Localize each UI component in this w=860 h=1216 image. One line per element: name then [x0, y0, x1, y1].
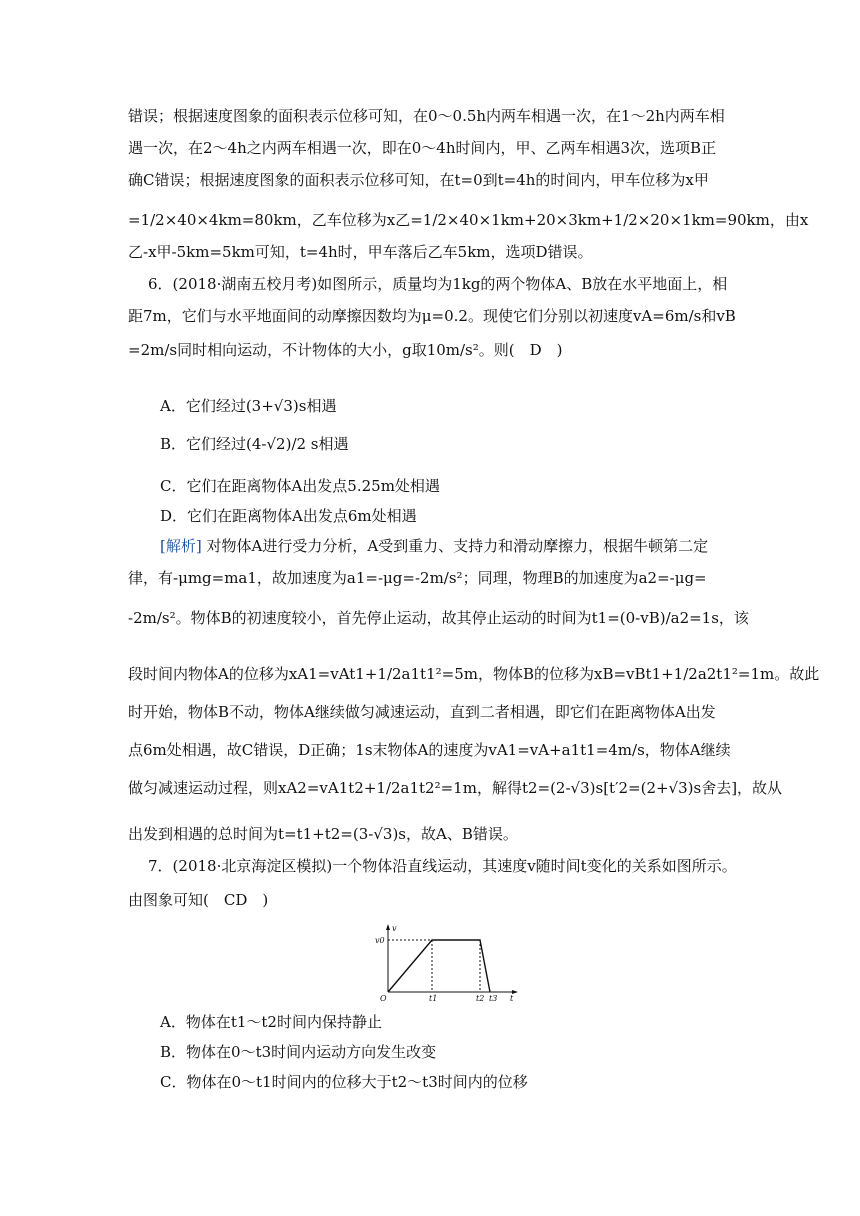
analysis-line: 出发到相遇的总时间为t=t1+t2=(3-√3)s，故A、B错误。 — [128, 825, 518, 843]
analysis-line: 做匀减速运动过程，则xA2=vA1t2+1/2a1t2²=1m，解得t2=(2-√3)s[t′2=(2+√3)s舍去]，故从 — [128, 779, 783, 797]
analysis-line: 点6m处相遇，故C错误，D正确；1s末物体A的速度为vA1=vA+a1t1=4m/s，物体A继续 — [128, 741, 731, 759]
origin-label: O — [380, 994, 387, 1003]
q6-option-d: D．它们在距离物体A出发点6m处相遇 — [160, 507, 417, 525]
question-6-stem: 6．(2018·湖南五校月考)如图所示，质量均为1kg的两个物体A、B放在水平地面上，相 — [148, 275, 728, 293]
q6-option-c: C．它们在距离物体A出发点5.25m处相遇 — [160, 477, 440, 495]
analysis-text: 对物体A进行受力分析，A受到重力、支持力和滑动摩擦力，根据牛顿第二定 — [206, 537, 709, 555]
x-axis-label: t — [510, 994, 514, 1003]
text-line: 乙-x甲-5km=5km可知，t=4h时，甲车落后乙车5km，选项D错误。 — [128, 243, 593, 261]
analysis-line — [160, 536, 740, 556]
v-arrow — [386, 924, 390, 930]
q7-option-c: C．物体在0～t1时间内的位移大于t2～t3时间内的位移 — [160, 1073, 528, 1091]
t3-label: t3 — [489, 994, 498, 1003]
analysis-line: 时开始，物体B不动，物体A继续做匀减速运动，直到二者相遇，即它们在距离物体A出发 — [128, 703, 716, 721]
question-7-stem: 7．(2018·北京海淀区模拟)一个物体沿直线运动，其速度v随时间t变化的关系如图所示。 — [148, 857, 737, 875]
velocity-line — [388, 940, 490, 992]
v0-label: v0 — [375, 936, 385, 945]
analysis-line: 段时间内物体A的位移为xA1=vAt1+1/2a1t1²=5m，物体B的位移为xB=vBt1+1/2a2t1²=1m。故此 — [128, 665, 820, 683]
q7-option-b: B．物体在0～t3时间内运动方向发生改变 — [160, 1043, 437, 1061]
analysis-line: -2m/s²。物体B的初速度较小，首先停止运动，故其停止运动的时间为t1=(0-vB)/a2=1s，该 — [128, 609, 749, 627]
t1-label: t1 — [429, 994, 438, 1003]
text-line: 确C错误；根据速度图象的面积表示位移可知，在t=0到t=4h的时间内，甲车位移为x甲 — [128, 171, 709, 189]
q7-option-a: A．物体在t1～t2时间内保持静止 — [160, 1013, 382, 1031]
q6-option-b: B．它们经过(4-√2)/2 s相遇 — [160, 435, 349, 453]
question-6-stem: =2m/s同时相向运动，不计物体的大小，g取10m/s²。则( D ) — [128, 341, 563, 359]
analysis-tag: [解析] — [160, 537, 202, 555]
text-line: 遇一次，在2～4h之内两车相遇一次，即在0～4h时间内，甲、乙两车相遇3次，选项B正 — [128, 139, 717, 157]
text-line: 错误；根据速度图象的面积表示位移可知，在0～0.5h内两车相遇一次，在1～2h内两车相 — [128, 107, 725, 125]
analysis-line: 律，有-μmg=ma1，故加速度为a1=-μg=-2m/s²；同理，物理B的加速度为a2=-μg= — [128, 569, 707, 587]
t2-label: t2 — [476, 994, 485, 1003]
question-6-stem: 距7m，它们与水平地面间的动摩擦因数均为μ=0.2。现使它们分别以初速度vA=6m/s和vB — [128, 307, 736, 325]
q6-option-a: A．它们经过(3+√3)s相遇 — [160, 397, 337, 415]
velocity-time-graph — [372, 922, 520, 1002]
text-line: =1/2×40×4km=80km，乙车位移为x乙=1/2×40×1km+20×3km+1/2×20×1km=90km，由x — [128, 211, 809, 229]
question-7-stem: 由图象可知( CD ) — [128, 891, 269, 909]
y-axis-label: v — [392, 924, 397, 933]
